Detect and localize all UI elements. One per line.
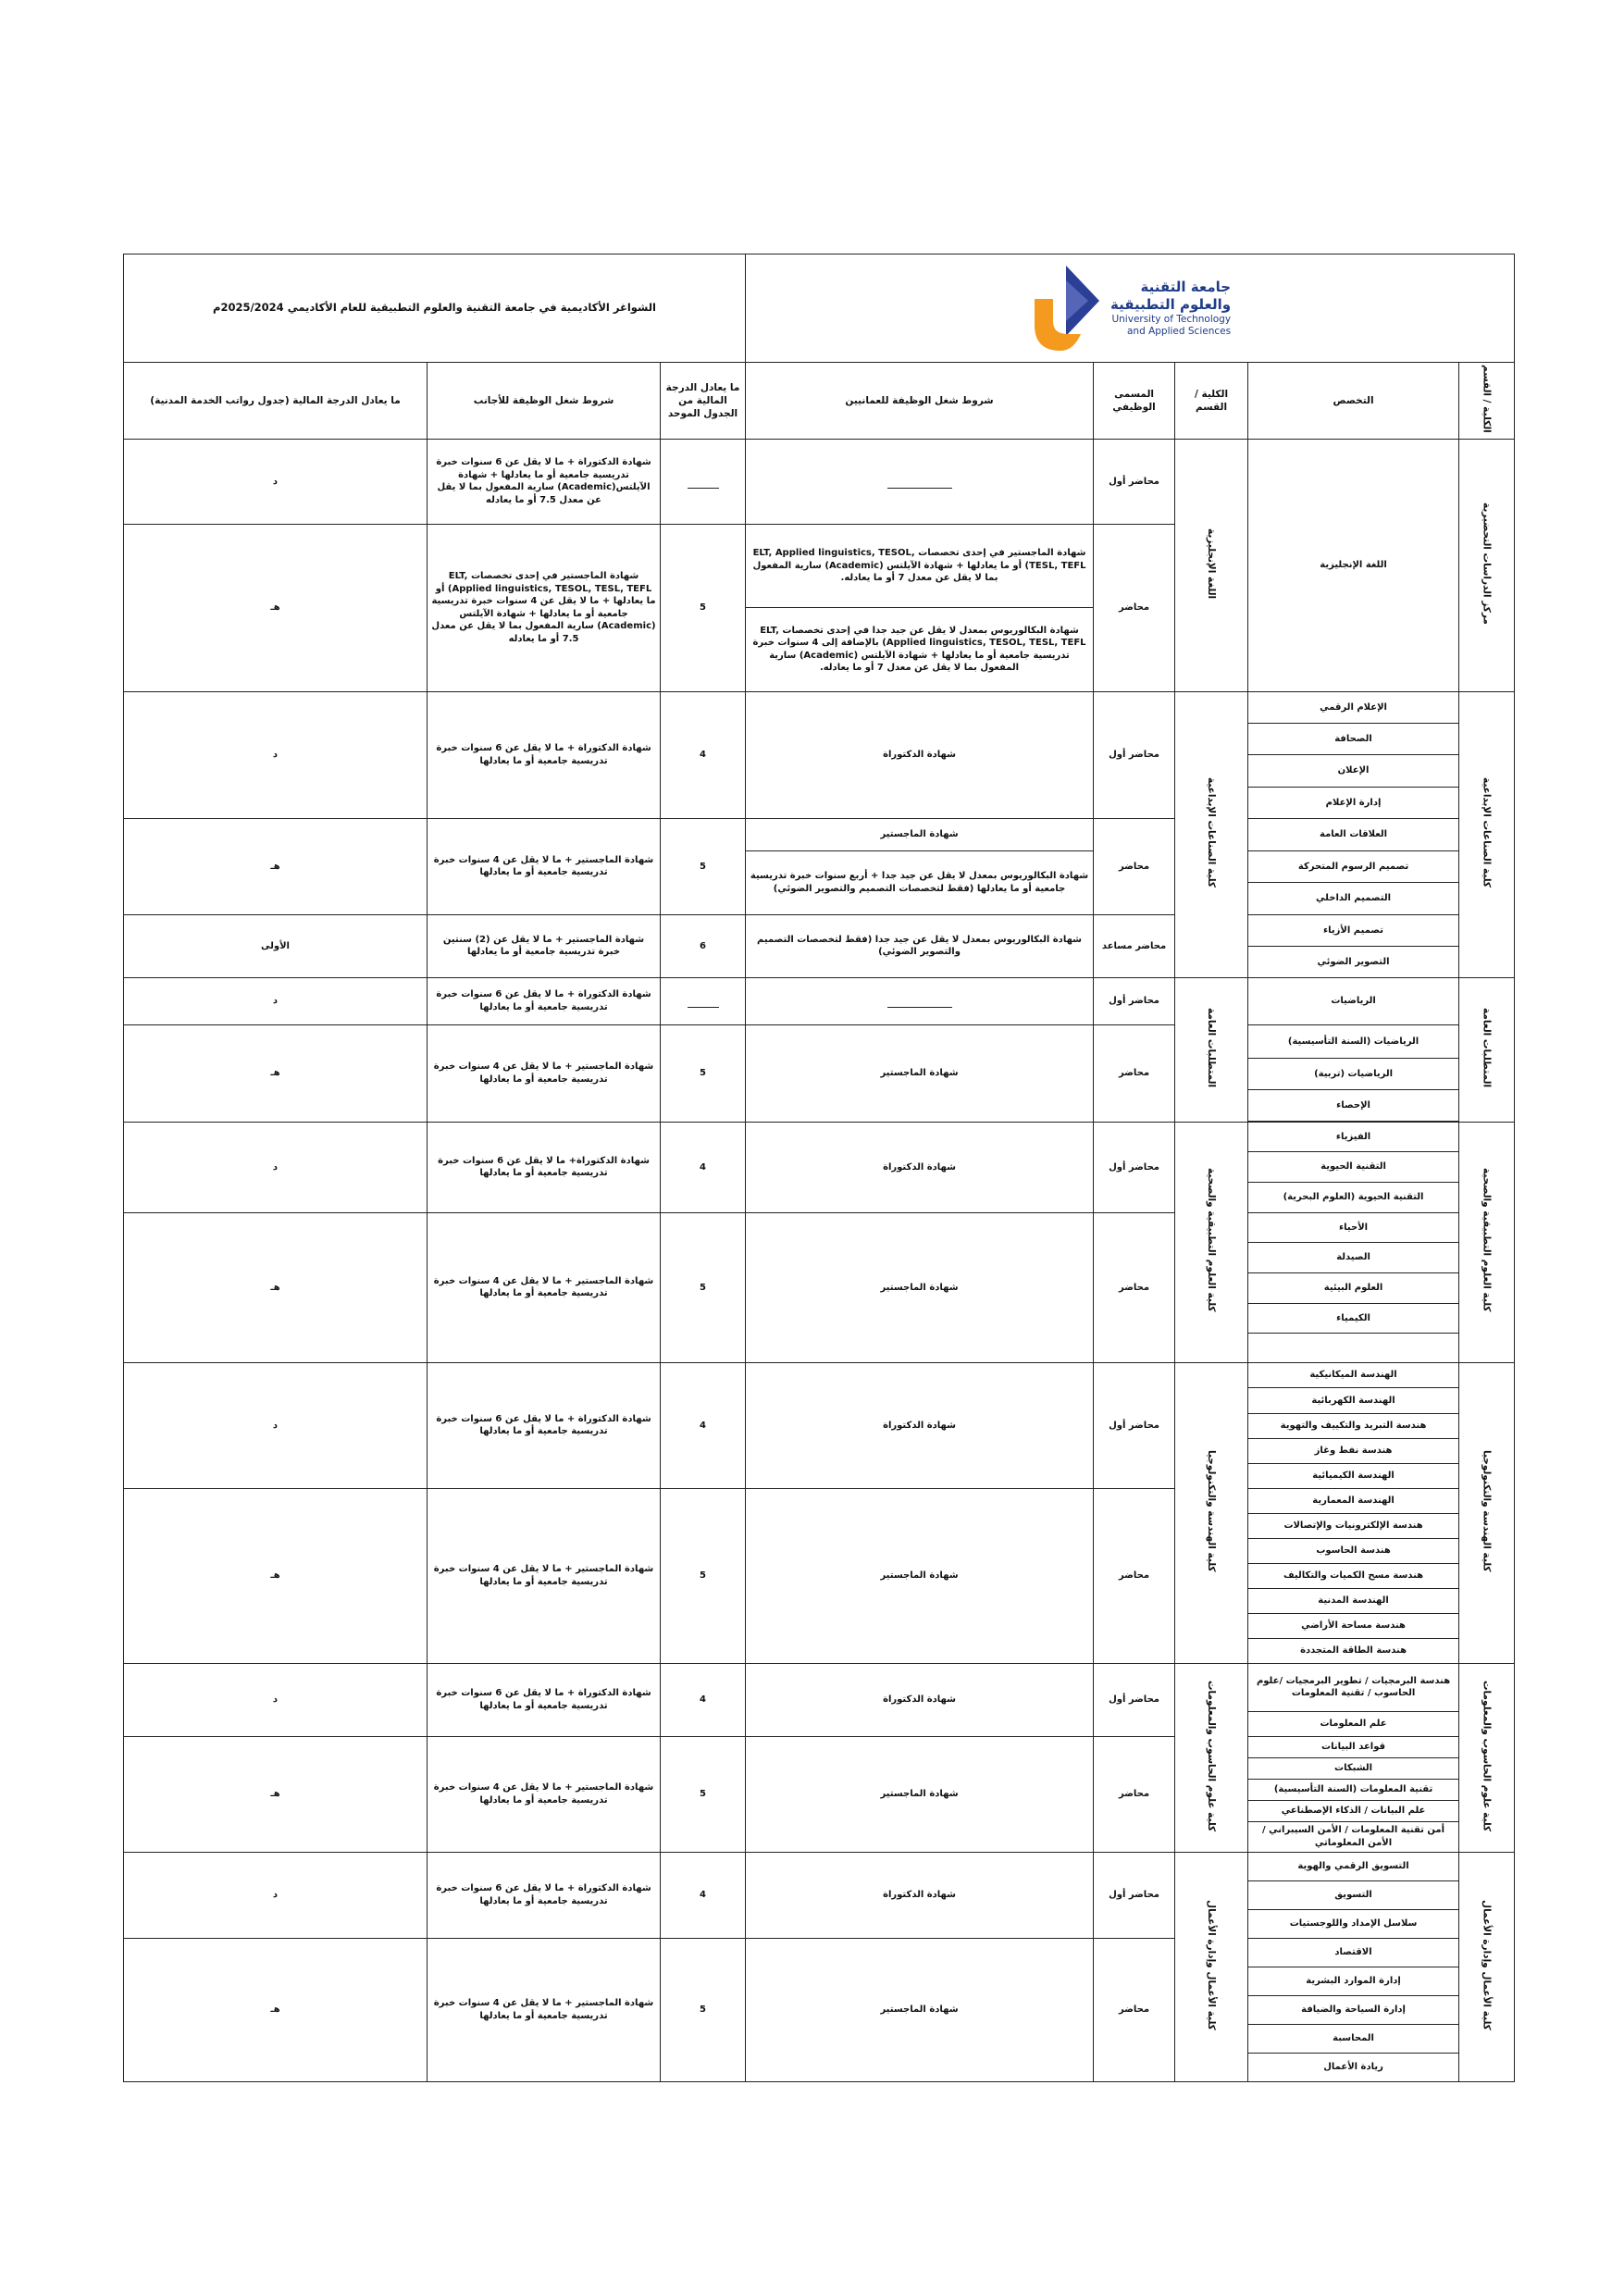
specialization-cell: التصوير الضوئي xyxy=(1248,946,1459,977)
computing-department-text: كلية علوم الحاسوب والمعلومات xyxy=(1206,1680,1218,1831)
specialization-cell: هندسة الطاقة المتجددة xyxy=(1248,1638,1459,1663)
grade-unified-cell: 4 xyxy=(661,1362,746,1488)
general-college xyxy=(1459,977,1515,1122)
foreign-conditions-cell: شهادة الدكتوراة + ما لا يقل عن 6 سنوات خبرة تدريسية جامعية أو ما يعادلها xyxy=(428,1852,661,1938)
creative-college xyxy=(1459,691,1515,977)
specialization-cell: الشبكات xyxy=(1248,1757,1459,1779)
vacancies-table xyxy=(123,254,1515,2082)
foreign-conditions-cell: شهادة الماجستير + ما لا يقل عن 4 سنوات خبرة تدريسية جامعية أو ما يعادلها xyxy=(428,818,661,914)
omani-conditions-cell: شهادة الماجستير xyxy=(746,1736,1094,1852)
grade-civil-cell: هـ xyxy=(124,1736,428,1852)
specialization-cell: الكيمياء xyxy=(1248,1303,1459,1333)
omani-conditions-cell: شهادة الماجستير xyxy=(746,1024,1094,1122)
grade-unified-cell: 4 xyxy=(661,691,746,818)
logo-cell xyxy=(746,254,1515,363)
applied_sci-college-text: كلية العلوم التطبيقية والصحية xyxy=(1481,1168,1493,1312)
specialization-cell: الفيزياء xyxy=(1248,1122,1459,1151)
job-title-cell: محاضر أول xyxy=(1094,439,1175,524)
specialization-cell: الصحافة xyxy=(1248,723,1459,754)
grade-unified-cell xyxy=(661,439,746,524)
computing-row xyxy=(124,1663,1515,1711)
omani-conditions-cell: شهادة الماجستير xyxy=(746,1212,1094,1362)
grade-unified-cell: 5 xyxy=(661,818,746,914)
omani-conditions-cell: شهادة البكالوريوس بمعدل لا يقل عن جيد جدا (فقط لتخصصات التصميم والتصوير الضوئي) xyxy=(746,914,1094,977)
empty-dash xyxy=(688,995,719,1009)
grade-unified-cell: 5 xyxy=(661,1938,746,2081)
logo-english-line1: University of Technology xyxy=(1111,313,1232,325)
specialization-cell: اللغة الإنجليزية xyxy=(1248,439,1459,691)
business-row xyxy=(124,1938,1515,1967)
computing-college xyxy=(1459,1663,1515,1852)
specialization-cell: التقنية الحيوية (العلوم البحرية) xyxy=(1248,1182,1459,1212)
logo-arabic-line2: والعلوم التطبيقية xyxy=(1110,295,1232,313)
job-title-cell: محاضر أول xyxy=(1094,691,1175,818)
specialization-cell: المحاسبة xyxy=(1248,2024,1459,2053)
computing-college-text: كلية علوم الحاسوب والمعلومات xyxy=(1481,1680,1493,1831)
specialization-cell: الهندسة الميكانيكية xyxy=(1248,1362,1459,1387)
specialization-cell: إدارة الموارد البشرية xyxy=(1248,1967,1459,1995)
grade-civil-cell: الأولى xyxy=(124,914,428,977)
omani-conditions-cell xyxy=(746,977,1094,1024)
general-row xyxy=(124,1024,1515,1058)
specialization-cell: قواعد البيانات xyxy=(1248,1736,1459,1757)
grade-unified-cell: 5 xyxy=(661,524,746,691)
col-header-grade-civil: ما يعادل الدرجة المالية (جدول رواتب الخدمة المدنية) xyxy=(124,363,428,440)
grade-civil-cell: هـ xyxy=(124,818,428,914)
grade-unified-cell: 5 xyxy=(661,1736,746,1852)
foreign-conditions-cell: شهادة الماجستير + ما لا يقل عن 4 سنوات خبرة تدريسية جامعية أو ما يعادلها xyxy=(428,1938,661,2081)
grade-unified-cell: 6 xyxy=(661,914,746,977)
col-header-omani-conditions: شروط شغل الوظيفة للعمانيين xyxy=(746,363,1094,440)
foreign-conditions-cell: شهادة الدكتوراة + ما لا يقل عن 6 سنوات خبرة تدريسية جامعية أو ما يعادلها xyxy=(428,1663,661,1736)
specialization-cell: الإحصاء xyxy=(1248,1089,1459,1121)
specialization-cell: الإعلام الرقمي xyxy=(1248,691,1459,723)
specialization-cell: علم المعلومات xyxy=(1248,1711,1459,1736)
grade-civil-cell: د xyxy=(124,1663,428,1736)
omani-conditions-cell: شهادة الماجستير xyxy=(746,1938,1094,2081)
computing-row xyxy=(124,1736,1515,1757)
job-title-cell: محاضر أول xyxy=(1094,1362,1175,1488)
omani-conditions-cell: شهادة الماجستير xyxy=(746,1488,1094,1663)
foreign-conditions-cell: شهادة الماجستير + ما لا يقل عن (2) سنتين خبرة تدريسية جامعية أو ما يعادلها xyxy=(428,914,661,977)
col-header-job-title: المسمى الوظيفي xyxy=(1094,363,1175,440)
engineering-row xyxy=(124,1362,1515,1387)
job-title-cell: محاضر xyxy=(1094,1212,1175,1362)
omani-conditions-cell: شهادة البكالوريوس بمعدل لا يقل عن جيد جدا + أربع سنوات خبرة تدريسية جامعية أو ما يعادلها (فقط لتخصصات التصميم والتصوير الضوئي) xyxy=(746,850,1094,914)
specialization-cell: هندسة مسح الكميات والتكاليف xyxy=(1248,1563,1459,1588)
foreign-conditions-cell: شهادة الدكتوراة + ما لا يقل عن 6 سنوات خبرة تدريسية جامعية أو ما يعادلها xyxy=(428,977,661,1024)
grade-unified-cell xyxy=(661,977,746,1024)
title-row xyxy=(124,254,1515,363)
specialization-cell: التقنية الحيوية xyxy=(1248,1151,1459,1182)
grade-civil-cell: هـ xyxy=(124,1938,428,2081)
business-college-text: كلية الأعمال وإدارة الأعمال xyxy=(1481,1899,1493,2030)
grade-civil-cell: هـ xyxy=(124,524,428,691)
foreign-conditions-cell: شهادة الدكتوراة + ما لا يقل عن 6 سنوات خبرة تدريسية جامعية أو ما يعادلها xyxy=(428,1362,661,1488)
engineering-college xyxy=(1459,1362,1515,1663)
specialization-cell: الهندسة الكيميائية xyxy=(1248,1463,1459,1488)
applied_sci-department-text: كلية العلوم التطبيقية والصحية xyxy=(1206,1168,1218,1312)
grade-civil-cell: د xyxy=(124,1852,428,1938)
foreign-conditions-cell: شهادة الماجستير + ما لا يقل عن 4 سنوات خبرة تدريسية جامعية أو ما يعادلها xyxy=(428,1488,661,1663)
applied_sci-college xyxy=(1459,1122,1515,1362)
creative-college-text: كلية الصناعات الإبداعية xyxy=(1481,777,1493,888)
specialization-cell: التصميم الداخلي xyxy=(1248,882,1459,914)
computing-department xyxy=(1175,1663,1248,1852)
english-row xyxy=(124,439,1515,524)
omani-conditions-cell: شهادة الدكتوراة xyxy=(746,1663,1094,1736)
specialization-cell: الرياضيات (تربية) xyxy=(1248,1058,1459,1089)
specialization-cell: تصميم الرسوم المتحركة xyxy=(1248,850,1459,882)
specialization-cell: الهندسة المعمارية xyxy=(1248,1488,1459,1513)
business-college xyxy=(1459,1852,1515,2081)
english-college xyxy=(1459,439,1515,691)
applied_sci-department xyxy=(1175,1122,1248,1362)
job-title-cell: محاضر xyxy=(1094,1736,1175,1852)
university-logo-icon xyxy=(1029,264,1101,353)
creative-department xyxy=(1175,691,1248,977)
specialization-cell: علم البيانات / الذكاء الإصطناعي xyxy=(1248,1800,1459,1821)
grade-civil-cell: هـ xyxy=(124,1488,428,1663)
job-title-cell: محاضر xyxy=(1094,818,1175,914)
general-department-text: المتطلبات العامة xyxy=(1206,1008,1218,1088)
specialization-cell: هندسة التبريد والتكييف والتهوية xyxy=(1248,1413,1459,1438)
general-department xyxy=(1175,977,1248,1122)
foreign-conditions-cell: شهادة الماجستير في إحدى تخصصات ELT, Applied linguistics, TESOL, TESL, TEFL) أو ما يعادلها + ما لا يقل عن 4 سنوات خبرة تدريسية جامعية أو ما يعادلها + شهادة الآيلتس (Academic) سارية المفعول بما لا يقل عن معدل 7.5 أو ما يعادله xyxy=(428,524,661,691)
omani-conditions-cell: شهادة الدكتوراة xyxy=(746,1362,1094,1488)
specialization-cell: هندسة الإلكترونيات والإتصالات xyxy=(1248,1513,1459,1538)
grade-unified-cell: 5 xyxy=(661,1488,746,1663)
grade-civil-cell: د xyxy=(124,1362,428,1488)
job-title-cell: محاضر xyxy=(1094,1024,1175,1122)
specialization-cell: تقنية المعلومات (السنة التأسيسية) xyxy=(1248,1779,1459,1800)
grade-civil-cell: د xyxy=(124,1122,428,1212)
specialization-cell: الاقتصاد xyxy=(1248,1938,1459,1967)
page-title: الشواغر الأكاديمية في جامعة التقنية والعلوم التطبيقية للعام الأكاديمي 2025/2024م xyxy=(124,254,746,363)
job-title-cell: محاضر أول xyxy=(1094,1852,1175,1938)
specialization-cell: الرياضيات (السنة التأسيسية) xyxy=(1248,1024,1459,1058)
grade-unified-cell: 4 xyxy=(661,1663,746,1736)
business-department-text: كلية الأعمال وإدارة الأعمال xyxy=(1206,1899,1218,2030)
column-header-row xyxy=(124,363,1515,440)
specialization-cell: إدارة الإعلام xyxy=(1248,787,1459,818)
col-header-college: الكلية / القسم xyxy=(1459,363,1515,440)
foreign-conditions-cell: شهادة الدكتوراة + ما لا يقل عن 6 سنوات خبرة تدريسية جامعية أو ما يعادلها + شهادة الآيلتس(Academic) سارية المفعول بما لا يقل عن معدل 7.5 أو ما يعادله xyxy=(428,439,661,524)
col-header-foreign-conditions: شروط شغل الوظيفة للأجانب xyxy=(428,363,661,440)
specialization-cell xyxy=(1248,1333,1459,1362)
specialization-cell: الهندسة الكهربائية xyxy=(1248,1387,1459,1413)
applied_sci-row xyxy=(124,1122,1515,1151)
specialization-cell: العلوم البيئية xyxy=(1248,1272,1459,1303)
creative-row xyxy=(124,691,1515,723)
grade-civil-cell: د xyxy=(124,691,428,818)
grade-unified-cell: 5 xyxy=(661,1212,746,1362)
omani-conditions-cell: شهادة الدكتوراة xyxy=(746,691,1094,818)
empty-dash xyxy=(688,475,719,489)
creative-row xyxy=(124,914,1515,946)
job-title-cell: محاضر مساعد xyxy=(1094,914,1175,977)
foreign-conditions-cell: شهادة الماجستير + ما لا يقل عن 4 سنوات خبرة تدريسية جامعية أو ما يعادلها xyxy=(428,1212,661,1362)
specialization-cell: العلاقات العامة xyxy=(1248,818,1459,850)
engineering-college-text: كلية الهندسة والتكنولوجيا xyxy=(1481,1449,1493,1572)
general-row xyxy=(124,977,1515,1024)
specialization-cell: هندسة الحاسوب xyxy=(1248,1538,1459,1563)
grade-unified-cell: 4 xyxy=(661,1852,746,1938)
omani-conditions-cell: شهادة البكالوريوس بمعدل لا يقل عن جيد جدا في إحدى تخصصات ELT, Applied linguistics, TESOL, TESL, TEFL) بالإضافة إلى 4 سنوات خبرة تدريسية جامعية أو ما يعادلها + شهادة الآيلتس (Academic) سارية المفعول بما لا يقل عن معدل 7 أو ما يعادله. xyxy=(746,607,1094,691)
foreign-conditions-cell: شهادة الماجستير + ما لا يقل عن 4 سنوات خبرة تدريسية جامعية أو ما يعادلها xyxy=(428,1024,661,1122)
specialization-cell: التسويق xyxy=(1248,1880,1459,1909)
english-department-text: اللغة الإنجليزية xyxy=(1206,527,1218,599)
creative-department-text: كلية الصناعات الإبداعية xyxy=(1206,777,1218,888)
specialization-cell: الصيدلة xyxy=(1248,1242,1459,1272)
empty-dash xyxy=(887,475,952,489)
engineering-department-text: كلية الهندسة والتكنولوجيا xyxy=(1206,1449,1218,1572)
specialization-cell: سلاسل الإمداد واللوجستيات xyxy=(1248,1909,1459,1938)
job-title-cell: محاضر xyxy=(1094,1488,1175,1663)
specialization-cell: الهندسة المدنية xyxy=(1248,1588,1459,1613)
engineering-department xyxy=(1175,1362,1248,1663)
col-header-grade-unified: ما يعادل الدرجة المالية من الجدول الموحد xyxy=(661,363,746,440)
grade-civil-cell: د xyxy=(124,977,428,1024)
general-college-text: المتطلبات العامة xyxy=(1481,1008,1493,1088)
specialization-cell: الرياضيات xyxy=(1248,977,1459,1024)
col-header-department: الكلية / القسم xyxy=(1175,363,1248,440)
logo-english-line2: and Applied Sciences xyxy=(1126,325,1232,337)
empty-dash xyxy=(887,995,952,1009)
grade-unified-cell: 5 xyxy=(661,1024,746,1122)
job-title-cell: محاضر أول xyxy=(1094,977,1175,1024)
business-department xyxy=(1175,1852,1248,2081)
foreign-conditions-cell: شهادة الماجستير + ما لا يقل عن 4 سنوات خبرة تدريسية جامعية أو ما يعادلها xyxy=(428,1736,661,1852)
omani-conditions-cell: شهادة الدكتوراة xyxy=(746,1122,1094,1212)
specialization-cell: إدارة السياحة والضيافة xyxy=(1248,1995,1459,2024)
specialization-cell: أمن تقنية المعلومات / الأمن السيبراني / الأمن المعلوماتي xyxy=(1248,1821,1459,1852)
specialization-cell: هندسة نفط وغاز xyxy=(1248,1438,1459,1463)
engineering-row xyxy=(124,1488,1515,1513)
english-department xyxy=(1175,439,1248,691)
omani-conditions-cell xyxy=(746,439,1094,524)
specialization-cell: الإعلان xyxy=(1248,754,1459,787)
job-title-cell: محاضر أول xyxy=(1094,1122,1175,1212)
grade-civil-cell: هـ xyxy=(124,1212,428,1362)
omani-conditions-cell: شهادة الماجستير xyxy=(746,818,1094,850)
foreign-conditions-cell: شهادة الدكتوراة+ ما لا يقل عن 6 سنوات خبرة تدريسية جامعية أو ما يعادلها xyxy=(428,1122,661,1212)
specialization-cell: الأحياء xyxy=(1248,1212,1459,1242)
grade-civil-cell: د xyxy=(124,439,428,524)
specialization-cell: ريادة الأعمال xyxy=(1248,2053,1459,2081)
omani-conditions-cell: شهادة الماجستير في إحدى تخصصات ELT, Applied linguistics, TESOL, TESL, TEFL) أو ما يعادلها + شهادة الآيلتس (Academic) سارية المفعول بما لا يقل عن معدل 7 أو ما يعادله. xyxy=(746,524,1094,607)
specialization-cell: التسويق الرقمي والهوية xyxy=(1248,1852,1459,1880)
logo-arabic-line1: جامعة التقنية xyxy=(1140,279,1232,296)
specialization-cell: تصميم الأزياء xyxy=(1248,914,1459,946)
creative-row xyxy=(124,818,1515,850)
specialization-cell: هندسة مساحة الأراضي xyxy=(1248,1613,1459,1638)
business-row xyxy=(124,1852,1515,1880)
english-college-text: مركز الدراسات التحضيرية xyxy=(1481,502,1493,625)
col-header-specialization: التخصص xyxy=(1248,363,1459,440)
grade-unified-cell: 4 xyxy=(661,1122,746,1212)
specialization-cell: هندسة البرمجيات / تطوير البرمجيات /علوم الحاسوب / تقنية المعلومات xyxy=(1248,1663,1459,1711)
foreign-conditions-cell: شهادة الدكتوراة + ما لا يقل عن 6 سنوات خبرة تدريسية جامعية أو ما يعادلها xyxy=(428,691,661,818)
job-title-cell: محاضر xyxy=(1094,524,1175,691)
grade-civil-cell: هـ xyxy=(124,1024,428,1122)
job-title-cell: محاضر xyxy=(1094,1938,1175,2081)
job-title-cell: محاضر أول xyxy=(1094,1663,1175,1736)
applied_sci-row xyxy=(124,1212,1515,1242)
omani-conditions-cell: شهادة الدكتوراة xyxy=(746,1852,1094,1938)
